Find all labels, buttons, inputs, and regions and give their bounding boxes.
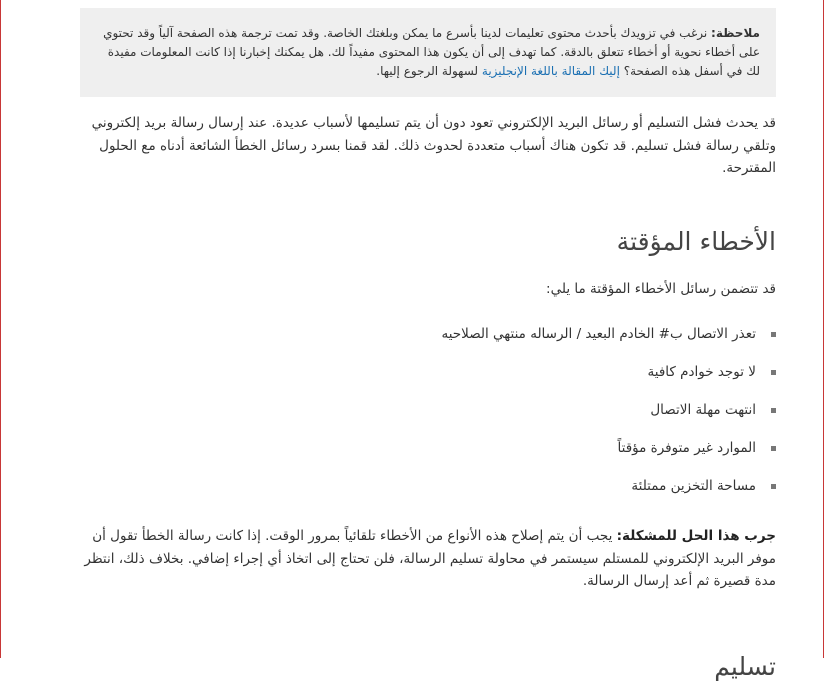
english-article-link[interactable]: إليك المقالة باللغة الإنجليزية: [481, 64, 620, 78]
list-item: تعذر الاتصال ب# الخادم البعيد / الرساله منتهي الصلاحيه: [80, 324, 776, 362]
section-heading-delivery: تسليم: [714, 651, 776, 681]
list-item: لا توجد خوادم كافية: [80, 362, 776, 400]
list-item: الموارد غير متوفرة مؤقتاً: [80, 438, 776, 476]
temporary-errors-list: [80, 324, 776, 514]
bullet-icon: [771, 484, 776, 489]
bullet-icon: [771, 332, 776, 337]
temporary-errors-intro: قد تتضمن رسائل الأخطاء المؤقتة ما يلي:: [546, 280, 776, 297]
tip-text: يجب أن يتم إصلاح هذه الأنواع من الأخطاء تلقائياً بمرور الوقت. إذا كانت رسالة الخطأ تقول أن موفر البريد الإلكتروني للمستلم سيستمر في محاولة تسليم الرسالة، فلن تحتاج إلى اتخاذ أي إجراء إضافي. بخلاف ذلك، انتظر مدة قصيرة ثم أعد إرسال الرسالة.: [84, 528, 776, 589]
bullet-icon: [771, 446, 776, 451]
bullet-icon: [771, 408, 776, 413]
intro-paragraph: قد يحدث فشل التسليم أو رسائل البريد الإلكتروني تعود دون أن يتم تسليمها لأسباب عديدة. عند إرسال رسالة بريد إلكتروني وتلقي رسالة فشل تسليم. قد تكون هناك أسباب متعددة لحدوث ذلك. لقد قمنا بسرد رسائل الخطأ الشائعة أدناه مع الحلول المقترحة.: [91, 115, 776, 176]
note-label: ملاحظة:: [711, 26, 760, 40]
article-content: [80, 0, 776, 683]
list-item: مساحة التخزين ممتلئة: [80, 476, 776, 514]
bullet-icon: [771, 370, 776, 375]
solution-tip: [80, 525, 776, 593]
list-item: انتهت مهلة الاتصال: [80, 400, 776, 438]
section-heading-temporary-errors: الأخطاء المؤقتة: [616, 226, 776, 256]
tip-label: جرب هذا الحل للمشكلة:: [616, 528, 776, 544]
machine-translation-note: [80, 8, 776, 97]
note-text: نرغب في تزويدك بأحدث محتوى تعليمات لدينا بأسرع ما يمكن وبلغتك الخاصة. وقد تمت ترجمة هذه الصفحة آلياً وقد تحتوي على أخطاء نحوية أو أخطاء تتعلق بالدقة. كما تهدف إلى أن يكون هذا المحتوى مفيداً لك. هل يمكنك إخبارنا إذا كانت المعلومات مفيدة لك في أسفل هذه الصفحة؟: [103, 26, 760, 78]
note-tail: لسهولة الرجوع إليها.: [376, 64, 479, 78]
